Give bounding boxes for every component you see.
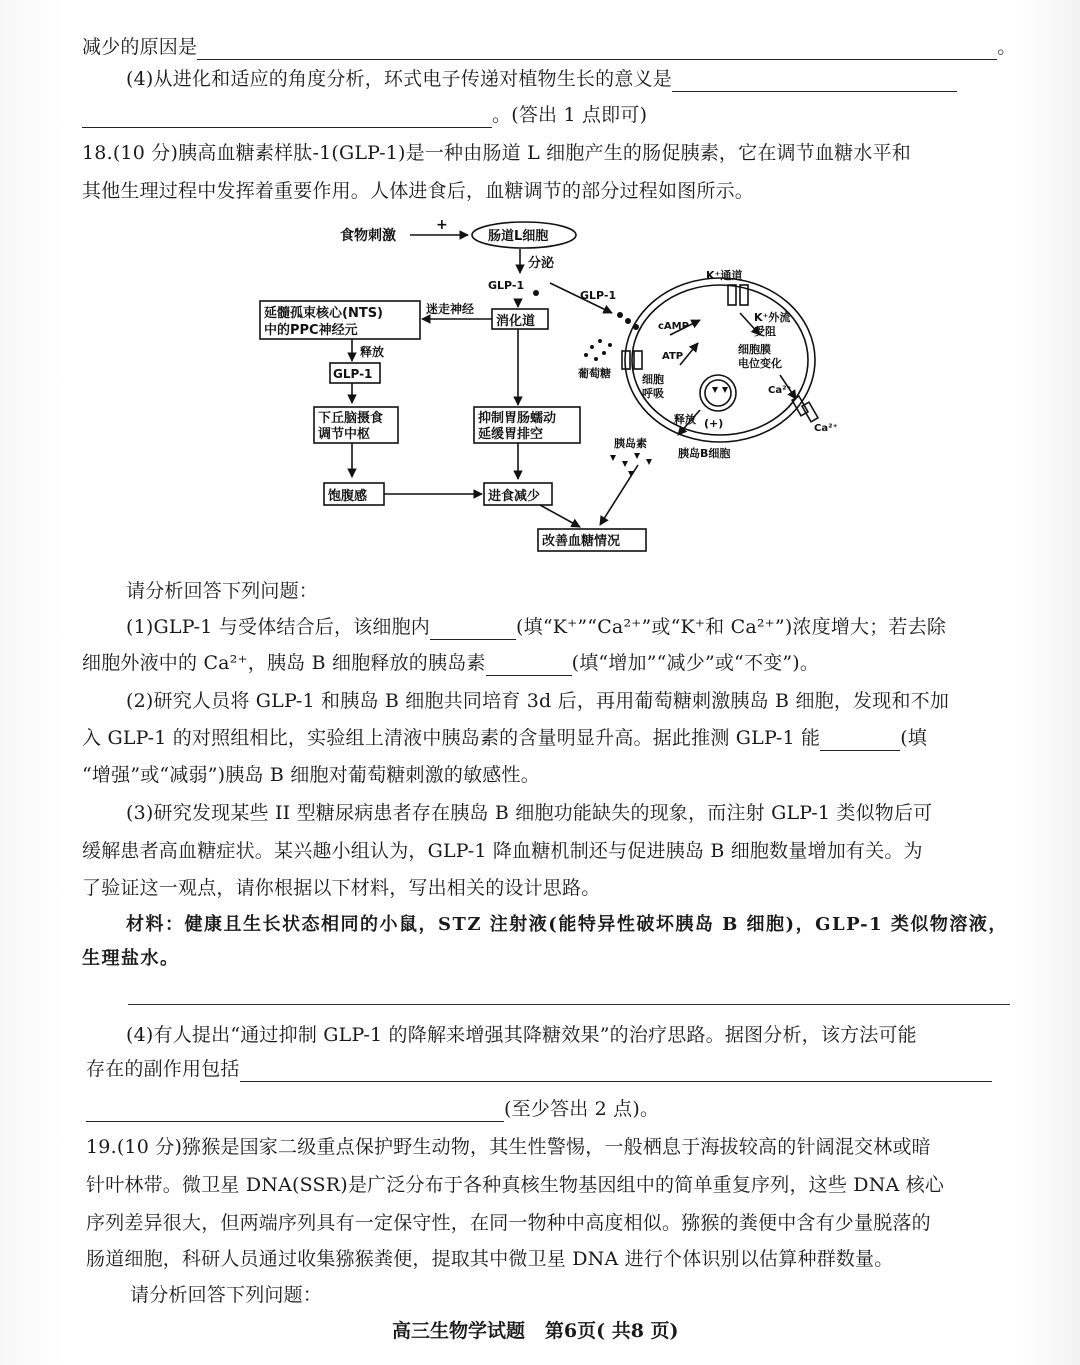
label-vagus: 迷走神经 (426, 302, 475, 316)
q19-line1: 19.(10 分)猕猴是国家二级重点保护野生动物，其生性警惕，一般栖息于海拔较高的针阔混交林或暗 (86, 1136, 931, 1158)
q19-line4: 肠道细胞，科研人员通过收集猕猴粪便，提取其中微卫星 DNA 进行个体识别以估算种群数量。 (86, 1248, 894, 1270)
label-digest: 消化道 (496, 314, 536, 329)
label-plus: + (436, 217, 448, 233)
q18-prompt: 请分析回答下列问题： (126, 580, 319, 602)
footer-total: 共8 页) (611, 1320, 679, 1342)
q19-line2: 针叶林带。微卫星 DNA(SSR)是广泛分布于各种真核生物基因组中的简单重复序列，这些 DNA 核心 (86, 1174, 945, 1196)
q17-line-reason (82, 34, 1016, 60)
label-ca-out: Ca²⁺ (814, 423, 838, 434)
q18-p1b-text2: (填“增加”“减少”或“不变”)。 (571, 652, 820, 674)
q18-p1a-text2: (填“K⁺”“Ca²⁺”或“K⁺和 Ca²⁺”)浓度增大；若去除 (516, 616, 947, 638)
q18-part3-line1: (3)研究发现某些 II 型糖尿病患者存在胰岛 B 细胞功能缺失的现象，而注射 GLP-1 类似物后可 (126, 802, 933, 824)
vesicle-inner (705, 380, 731, 406)
label-glp1: GLP-1 (488, 279, 525, 292)
label-inhibit1: 抑制胃肠蠕动 (478, 411, 557, 426)
q18-materials-line1: 材料：健康且生长状态相同的小鼠，STZ 注射液(能特异性破坏胰岛 B 细胞)，GLP-1 类似物溶液， (126, 914, 1008, 935)
glucose-transporter-right (634, 351, 642, 369)
ca-channel-right (802, 402, 818, 422)
q17-part4 (126, 66, 957, 92)
q18-materials-line2: 生理盐水。 (82, 948, 180, 969)
label-k-out1: K⁺外流 (754, 311, 791, 324)
answer-blank[interactable] (672, 71, 957, 92)
q18-p1a-text1: (1)GLP-1 与受体结合后，该细胞内 (126, 616, 431, 638)
label-glucose: 葡萄糖 (578, 367, 611, 380)
label-membrane1: 细胞膜 (738, 343, 771, 356)
q18-p2b-text2: (填 (900, 727, 928, 749)
q18-part2-line1: (2)研究人员将 GLP-1 和胰岛 B 细胞共同培育 3d 后，再用葡萄糖刺激胰岛 B 细胞，发现和不加 (126, 690, 950, 712)
label-glp1-box: GLP-1 (333, 367, 373, 381)
footer-subject: 高三生物学试题 (392, 1320, 526, 1342)
label-full: 饱腹感 (328, 489, 368, 504)
q18-p4c-text: (至少答出 2 点)。 (504, 1098, 660, 1120)
glp1-regulation-diagram (240, 215, 840, 560)
answer-blank[interactable] (86, 1101, 504, 1122)
q18-p1b-text1: 细胞外液中的 Ca²⁺，胰岛 B 细胞释放的胰岛素 (82, 652, 486, 674)
label-improve: 改善血糖情况 (542, 534, 621, 549)
footer-page: 第6页( (544, 1320, 606, 1342)
label-plus2: (+) (704, 417, 724, 430)
q18-p4b-text: 存在的副作用包括 (86, 1058, 240, 1080)
label-food: 食物刺激 (340, 228, 396, 244)
answer-blank[interactable] (430, 619, 516, 640)
label-secrete: 分泌 (528, 256, 555, 271)
arrow-eatless-to-improve (540, 505, 580, 527)
label-camp: cAMP (658, 321, 689, 332)
q17-line-end: 。 (997, 36, 1017, 58)
label-resp2: 呼吸 (642, 387, 664, 400)
answer-blank[interactable] (197, 39, 997, 60)
q18-part2-line2 (82, 725, 927, 751)
k-channel-left (728, 285, 736, 305)
label-eatless: 进食减少 (488, 489, 541, 504)
q18-intro-line1: 18.(10 分)胰高血糖素样肽-1(GLP-1)是一种由肠道 L 细胞产生的肠促胰素，它在调节血糖水平和 (82, 142, 911, 164)
q18-part2-line3: “增强”或“减弱”)胰岛 B 细胞对葡萄糖刺激的敏感性。 (82, 764, 540, 786)
answer-blank[interactable] (820, 730, 900, 751)
q17-reason-text: 减少的原因是 (82, 36, 198, 58)
label-lcell: 肠道L细胞 (488, 229, 549, 244)
q18-part4-line1: (4)有人提出“通过抑制 GLP-1 的降解来增强其降糖效果”的治疗思路。据图分析，该方法可能 (126, 1024, 917, 1046)
label-nts2: 中的PPC神经元 (264, 323, 358, 338)
label-resp1: 细胞 (642, 373, 664, 386)
q19-line3: 序列差异很大，但两端序列具有一定保守性，在同一物种中高度相似。猕猴的粪便中含有少量脱落的 (86, 1212, 931, 1234)
insulin-dots (610, 387, 731, 477)
q18-intro-line2: 其他生理过程中发挥着重要作用。人体进食后，血糖调节的部分过程如图所示。 (82, 180, 755, 202)
label-membrane2: 电位变化 (738, 357, 782, 370)
label-atp: ATP (662, 351, 684, 362)
label-nts1: 延髓孤束核心(NTS) (264, 306, 383, 321)
q17-part4-tail-text: 。(答出 1 点即可) (492, 104, 648, 126)
answer-blank[interactable] (486, 655, 572, 676)
q19-prompt: 请分析回答下列问题： (130, 1284, 323, 1306)
label-k-out2: 受阻 (754, 325, 776, 338)
q18-part1-line2 (82, 650, 819, 676)
answer-line[interactable] (128, 1004, 1010, 1005)
label-inhibit2: 延缓胃排空 (478, 427, 544, 442)
answer-blank[interactable] (82, 107, 492, 128)
label-k-channel: K⁺通道 (706, 269, 743, 282)
q18-part3-line3: 了验证这一观点，请你根据以下材料，写出相关的设计思路。 (82, 877, 601, 899)
label-release: 释放 (360, 345, 385, 359)
label-ca-in: Ca²⁺ (768, 385, 792, 396)
q17-part4-tail (82, 102, 647, 128)
answer-blank[interactable] (240, 1061, 992, 1082)
q18-part4-line3 (86, 1096, 659, 1122)
label-hypo2: 调节中枢 (318, 427, 371, 442)
page-footer (392, 1316, 679, 1343)
label-hypo1: 下丘脑摄食 (318, 411, 384, 426)
label-insulin: 胰岛素 (614, 437, 647, 450)
q17-part4-text: (4)从进化和适应的角度分析，环式电子传递对植物生长的意义是 (126, 68, 672, 90)
q18-part3-line2: 缓解患者高血糖症状。某兴趣小组认为，GLP-1 降血糖机制还与促进胰岛 B 细胞数量增加有关。为 (82, 840, 923, 862)
label-release2: 释放 (674, 413, 696, 426)
label-glp1-b: GLP-1 (580, 289, 617, 302)
q18-part1-line1 (126, 614, 946, 640)
q18-part4-line2 (86, 1056, 992, 1082)
label-bcell: 胰岛B细胞 (678, 447, 731, 460)
q18-p2b-text1: 入 GLP-1 的对照组相比，实验组上清液中胰岛素的含量明显升高。据此推测 GLP-1 能 (82, 727, 821, 749)
